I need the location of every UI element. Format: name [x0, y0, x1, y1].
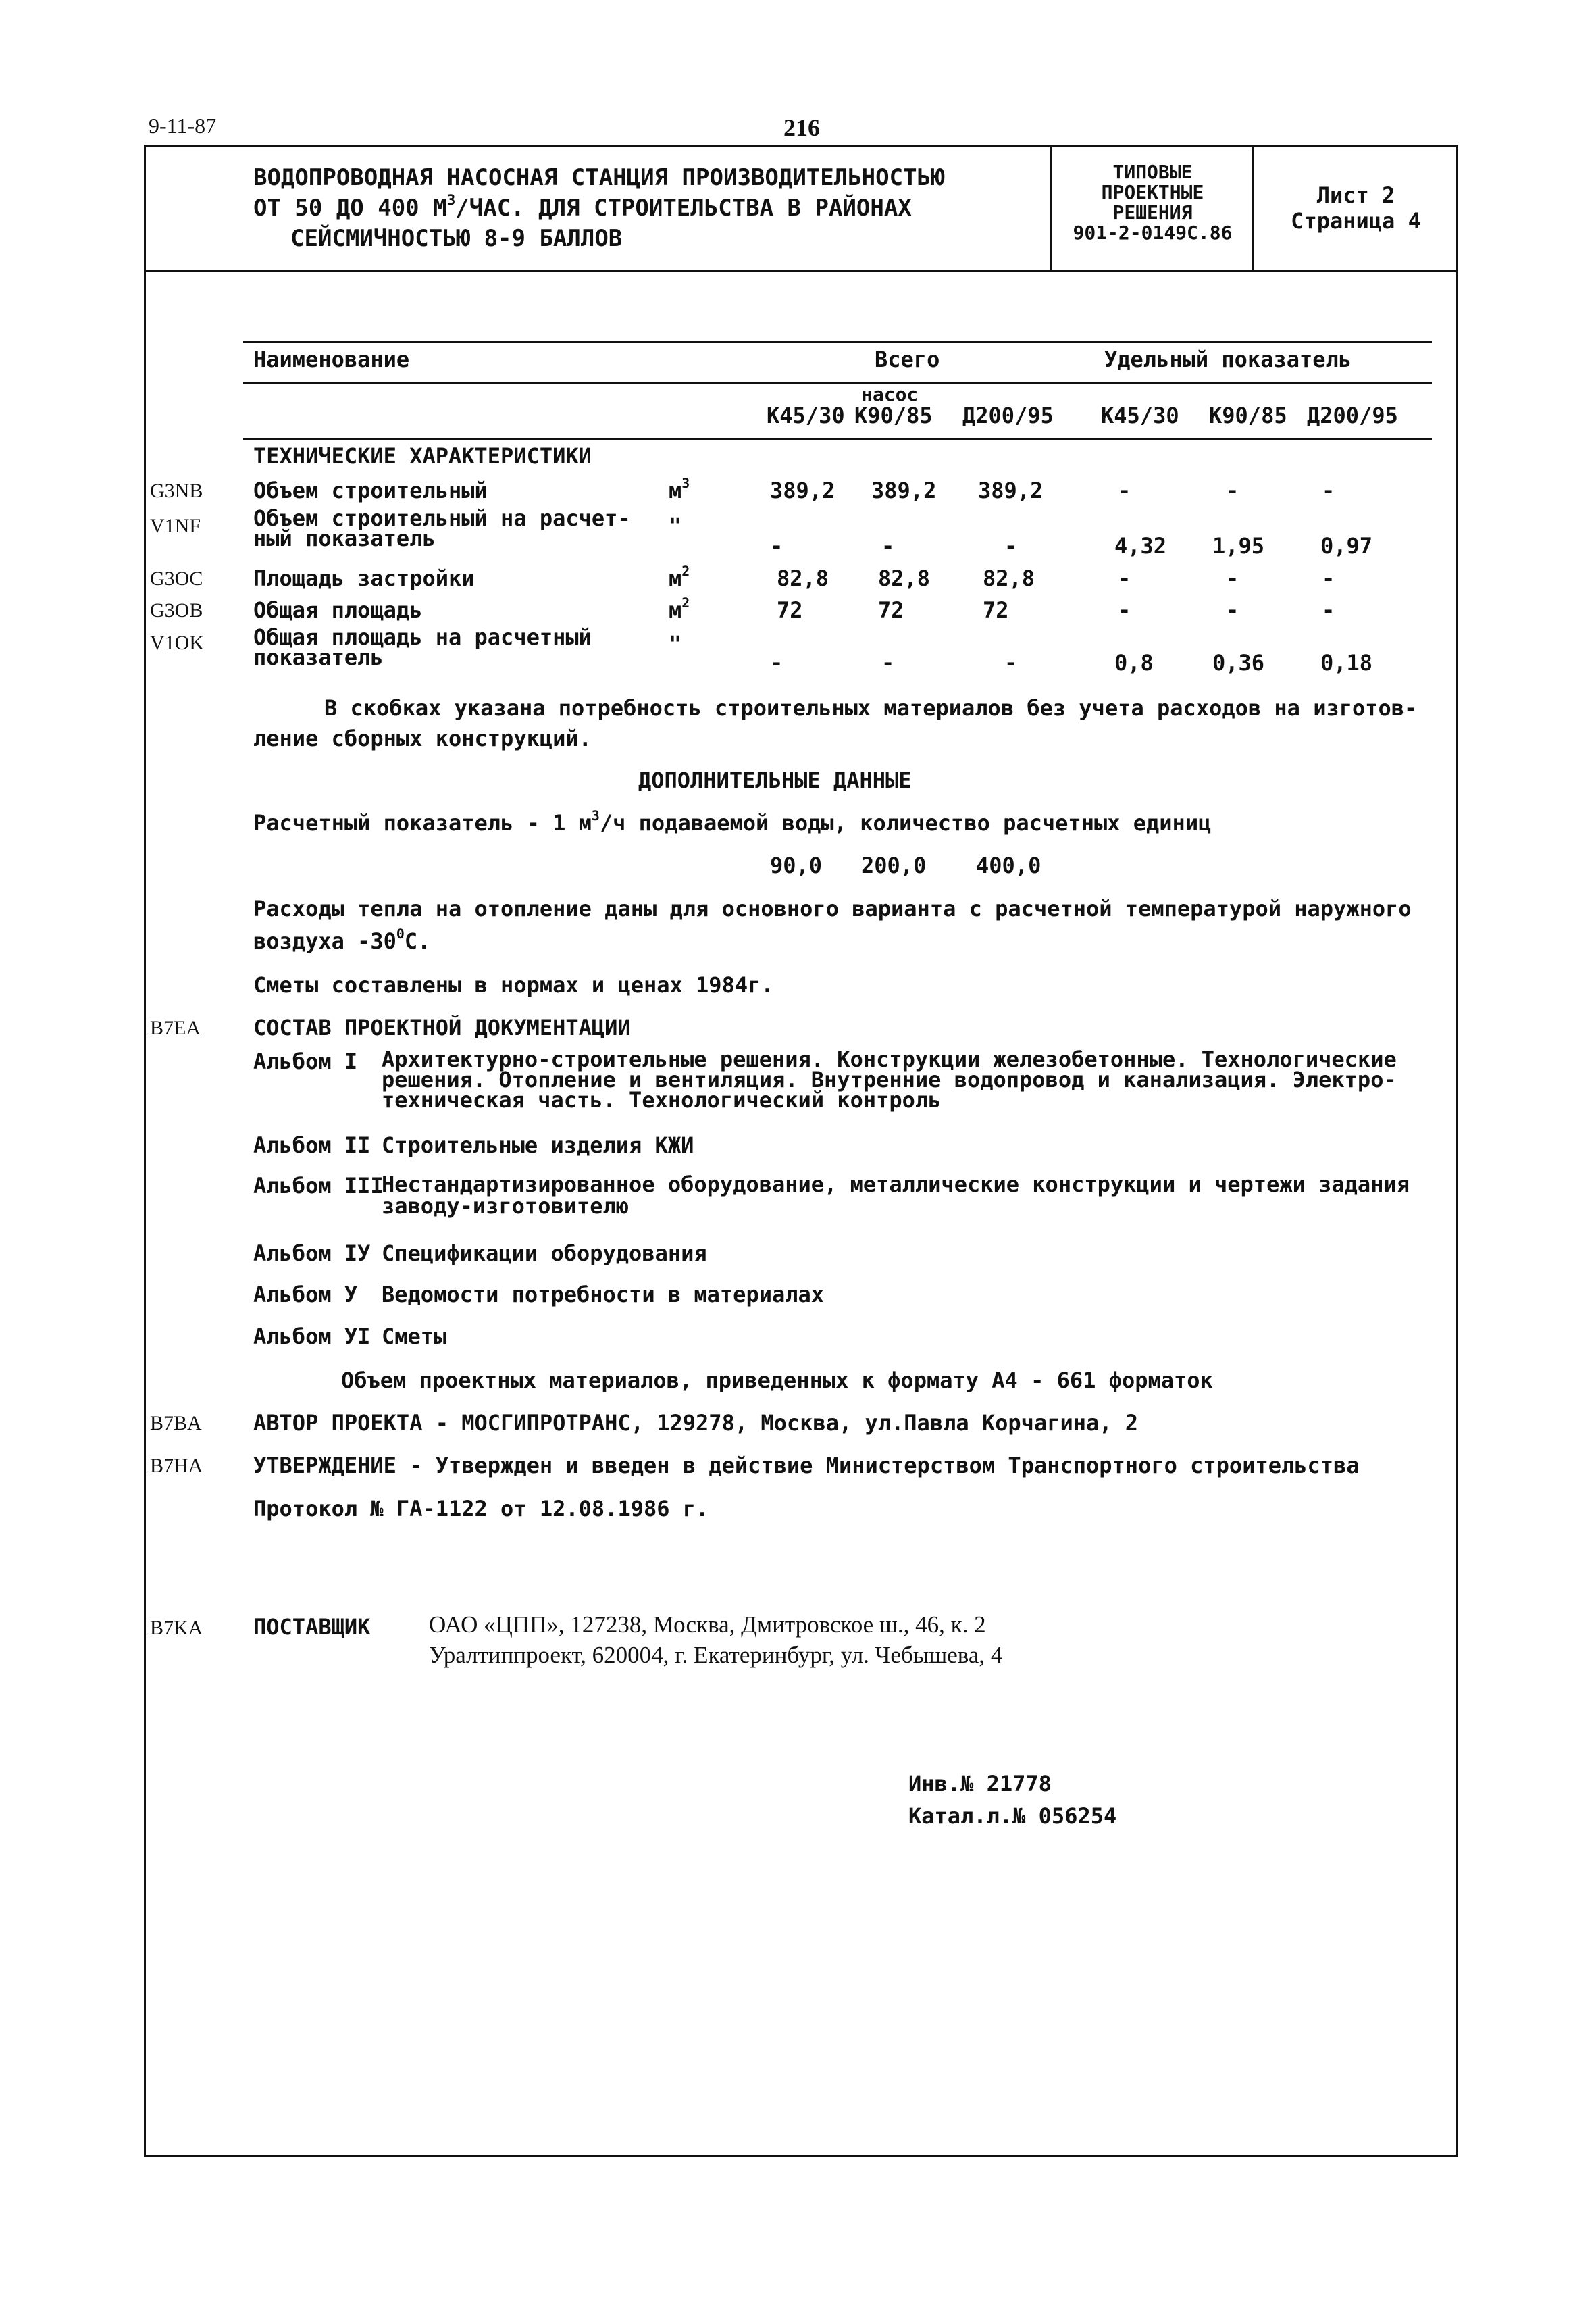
row-value: -: [1226, 597, 1239, 623]
album-description: Спецификации оборудования: [382, 1240, 707, 1266]
row-value: 1,95: [1212, 533, 1265, 559]
row-value: 72: [983, 597, 1009, 623]
row-name: Объем строительный: [253, 478, 488, 503]
row-unit: $м^2$: [669, 563, 690, 591]
album-label: Альбом У: [253, 1282, 358, 1307]
row-value: 389,2: [978, 478, 1044, 503]
row-value: 82,8: [983, 565, 1035, 591]
page-label: Страница 4: [1291, 208, 1421, 234]
table-header-rule: [243, 382, 1432, 384]
row-value: -: [770, 533, 783, 559]
row-value: -: [1322, 597, 1335, 623]
approval-text: УТВЕРЖДЕНИЕ - Утвержден и введен в действие Министерством Транспортного строительства: [253, 1453, 1360, 1478]
table-top-rule: [243, 341, 1432, 343]
estimates-note: Сметы составлены в нормах и ценах 1984г.: [253, 972, 774, 998]
calc-value: 90,0: [770, 853, 823, 878]
row-value: -: [881, 533, 895, 559]
row-value: -: [881, 650, 895, 676]
row-value: 82,8: [878, 565, 931, 591]
row-unit: $м^3$: [669, 476, 690, 503]
table-subheader-rule: [243, 438, 1432, 440]
subcol-d200-total: Д200/95: [962, 403, 1054, 428]
header-box-right-border: [1252, 145, 1254, 272]
row-value: -: [1118, 478, 1131, 503]
section-title: ТЕХНИЧЕСКИЕ ХАРАКТЕРИСТИКИ: [253, 443, 592, 469]
row-unit: ": [669, 631, 682, 657]
header-divider: [144, 270, 1458, 272]
album-label: Альбом УI: [253, 1324, 371, 1349]
note-brackets-line2: ление сборных конструкций.: [253, 726, 592, 751]
row-value: 0,8: [1114, 650, 1154, 676]
additional-data-title: ДОПОЛНИТЕЛЬНЫЕ ДАННЫЕ: [638, 768, 912, 793]
approval-protocol: Протокол № ГА-1122 от 12.08.1986 г.: [253, 1496, 709, 1521]
subcol-k90-total: К90/85: [854, 403, 933, 428]
row-value: -: [1118, 597, 1131, 623]
subcol-k45-total: К45/30: [767, 403, 845, 428]
heat-note-line1: Расходы тепла на отопление даны для основного варианта с расчетной температурой наружного: [253, 896, 1412, 922]
subcol-d200-specific: Д200/95: [1307, 403, 1398, 428]
album-label: Альбом III: [253, 1173, 384, 1199]
row-name: Площадь застройки: [253, 565, 475, 591]
row-value: -: [1118, 565, 1131, 591]
header-box-left-border: [1050, 145, 1052, 272]
col-total-header: Всего: [875, 347, 940, 372]
row-code: G3OC: [150, 568, 203, 590]
doc-code: 9-11-87: [149, 114, 217, 138]
col-specific-header: Удельный показатель: [1104, 347, 1352, 372]
header-title-line1: ВОДОПРОВОДНАЯ НАСОСНАЯ СТАНЦИЯ ПРОИЗВОДИТЕЛЬНОСТЬЮ: [253, 164, 945, 191]
header-typical-box: [1054, 162, 1252, 243]
catalog-number: Катал.л.№ 056254: [908, 1803, 1117, 1829]
album-label: Альбом II: [253, 1132, 371, 1158]
row-name: Объем строительный на расчет- ный показатель: [253, 505, 631, 551]
row-value: 389,2: [770, 478, 835, 503]
row-code: V1NF: [150, 515, 201, 537]
row-code: G3OB: [150, 599, 203, 622]
row-value: -: [1226, 565, 1239, 591]
pump-label: насос: [861, 383, 919, 405]
row-value: 0,36: [1212, 650, 1265, 676]
subcol-k90-specific: К90/85: [1209, 403, 1287, 428]
approval-code: B7HA: [150, 1455, 203, 1477]
album-description: Ведомости потребности в материалах: [382, 1282, 825, 1307]
supplier-code: B7KA: [150, 1617, 203, 1639]
album-description: Строительные изделия КЖИ: [382, 1132, 694, 1158]
page-number: 216: [783, 114, 820, 141]
author-text: АВТОР ПРОЕКТА - МОСГИПРОТРАНС, 129278, Москва, ул.Павла Корчагина, 2: [253, 1410, 1139, 1436]
composition-title: СОСТАВ ПРОЕКТНОЙ ДОКУМЕНТАЦИИ: [253, 1015, 631, 1040]
heat-note-line2: воздуха $-30^0С$.: [253, 926, 431, 954]
calc-value: 400,0: [976, 853, 1041, 878]
header-title-line2: ОТ 50 ДО 400 $М^3$/ЧАС. ДЛЯ СТРОИТЕЛЬСТВА В РАЙОНАХ: [253, 191, 912, 222]
row-value: -: [1226, 478, 1239, 503]
album-description: Нестандартизированное оборудование, металлические конструкции и чертежи задания заводу-изготовителю: [382, 1172, 1410, 1219]
col-name-header: Наименование: [253, 347, 410, 372]
album-description: Сметы: [382, 1324, 447, 1349]
note-brackets-line1: В скобках указана потребность строительных материалов без учета расходов на изготов-: [324, 695, 1418, 721]
album-label: Альбом I: [253, 1049, 358, 1074]
row-value: 72: [777, 597, 803, 623]
row-value: -: [1004, 650, 1018, 676]
album-label: Альбом IУ: [253, 1240, 371, 1266]
sheet-label: Лист 2: [1316, 182, 1395, 208]
row-value: -: [770, 650, 783, 676]
supplier-line1: ОАО «ЦПП», 127238, Москва, Дмитровское ш., 46, к. 2: [429, 1611, 986, 1638]
row-value: 72: [878, 597, 904, 623]
row-value: 4,32: [1114, 533, 1167, 559]
album-description: Архитектурно-строительные решения. Конструкции железобетонные. Технологические решения. Отопление и вентиляция. Внутренние водопровод и канализация. Электро- техническая часть. Технологический контроль: [382, 1047, 1397, 1113]
row-code: V1OK: [150, 632, 204, 654]
row-value: 0,97: [1320, 533, 1373, 559]
row-value: 0,18: [1320, 650, 1373, 676]
calc-value: 200,0: [861, 853, 927, 878]
row-unit: $м^2$: [669, 595, 690, 623]
header-title-line3: СЕЙСМИЧНОСТЬЮ 8-9 БАЛЛОВ: [290, 225, 623, 252]
row-name: Общая площадь: [253, 597, 423, 623]
composition-code: B7EA: [150, 1017, 201, 1039]
row-value: 82,8: [777, 565, 829, 591]
row-value: -: [1004, 533, 1018, 559]
header-sheet-box: [1256, 182, 1456, 234]
box-line1: ТИПОВЫЕ: [1112, 161, 1193, 183]
inventory-number: Инв.№ 21778: [908, 1771, 1052, 1796]
row-code: G3NB: [150, 480, 203, 502]
row-name: Общая площадь на расчетный показатель: [253, 624, 592, 670]
box-code: 901-2-0149С.86: [1073, 222, 1233, 244]
box-line2: ПРОЕКТНЫЕ: [1101, 181, 1204, 203]
subcol-k45-specific: К45/30: [1101, 403, 1179, 428]
volume-note: Объем проектных материалов, приведенных к формату А4 - 661 форматок: [341, 1367, 1213, 1393]
row-unit: ": [669, 513, 682, 538]
row-value: 389,2: [871, 478, 937, 503]
supplier-label: ПОСТАВЩИК: [253, 1614, 371, 1640]
row-value: -: [1322, 478, 1335, 503]
box-line3: РЕШЕНИЯ: [1112, 201, 1193, 224]
author-code: B7BA: [150, 1412, 202, 1434]
supplier-line2: Уралтиппроект, 620004, г. Екатеринбург, ул. Чебышева, 4: [429, 1642, 1003, 1668]
calc-indicator-line: Расчетный показатель - 1 $м^3/ч$ подаваемой воды, количество расчетных единиц: [253, 808, 1212, 836]
row-value: -: [1322, 565, 1335, 591]
